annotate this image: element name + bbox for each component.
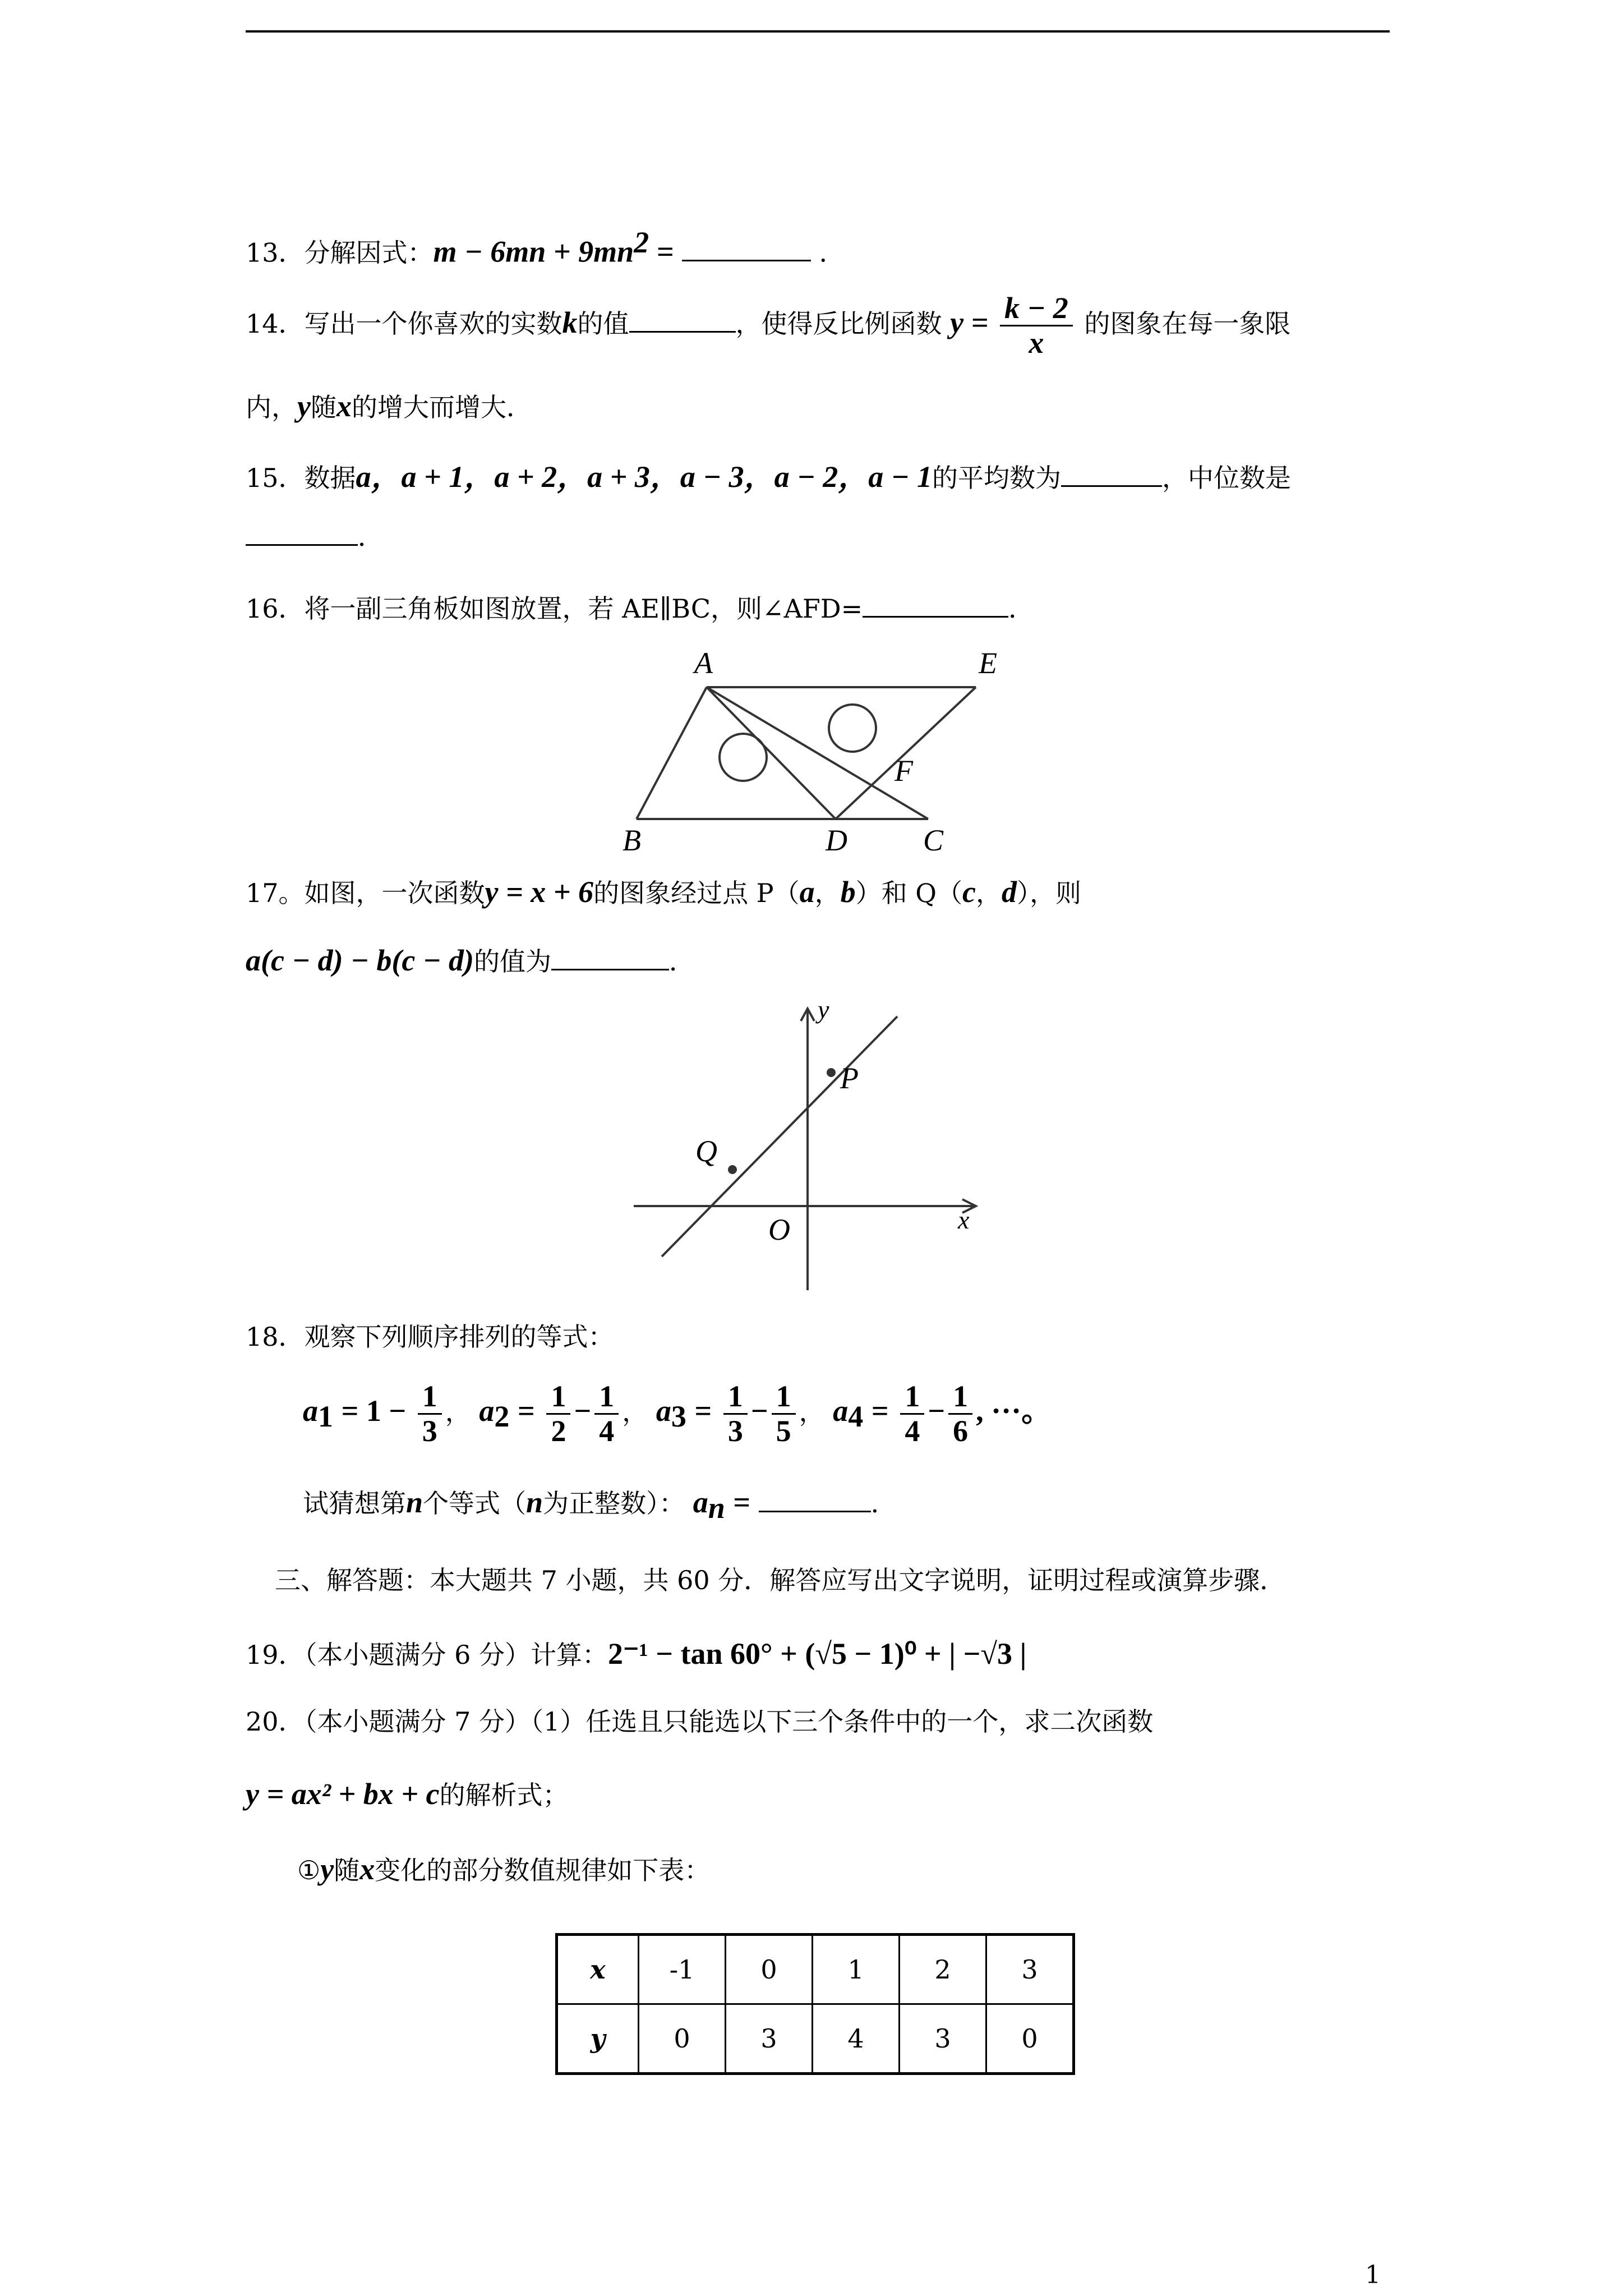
q17-line2b: 的值为	[474, 946, 552, 977]
q13-expression: m − 6mn + 9mn	[433, 234, 634, 269]
q14-answer-blank[interactable]	[629, 309, 736, 333]
header-rule	[246, 30, 1390, 33]
term4-sub: 4	[848, 1400, 864, 1434]
q17-b: b	[840, 875, 856, 909]
table-cell: 1	[813, 1935, 900, 2004]
term1-frac	[418, 1380, 442, 1448]
q20-function: y = ax² + bx + c	[246, 1777, 440, 1811]
q13-answer-blank[interactable]	[682, 237, 811, 261]
term4-frac1-den: 4	[905, 1414, 920, 1448]
term2-frac1	[546, 1380, 570, 1448]
term4-frac2	[948, 1380, 972, 1448]
question-20	[246, 1706, 1153, 1737]
q20-cond1-y: y	[320, 1852, 334, 1886]
term2-frac2-num: 1	[594, 1380, 619, 1415]
q20-cond1-b: 随	[334, 1855, 360, 1885]
table-cell: 0	[726, 1935, 813, 2004]
term3-eq: =	[694, 1393, 712, 1428]
q18-guess-a: 试猜想第	[303, 1488, 406, 1519]
label-C: C	[923, 823, 944, 857]
circle-left	[720, 734, 767, 781]
term2-frac2-den: 4	[599, 1414, 615, 1448]
q13-exponent: 2	[634, 226, 649, 259]
section-3-text: 三、解答题：本大题共 7 小题，共 60 分．解答应写出文字说明，证明过程或演算步骤．	[275, 1565, 1286, 1595]
q17-a: a	[799, 875, 815, 909]
q18-answer-blank[interactable]	[759, 1488, 871, 1512]
q17-answer-blank[interactable]	[551, 946, 669, 970]
q16-answer-blank[interactable]	[863, 593, 1008, 618]
q14-fraction-den: x	[1029, 326, 1044, 360]
q13-end: ．	[819, 237, 845, 268]
value-table	[555, 1933, 1075, 2075]
table-cell: 3	[726, 2004, 813, 2074]
term4-frac2-den: 6	[953, 1414, 969, 1448]
table-header-x: x	[557, 1935, 639, 2004]
section-3-heading	[275, 1565, 1285, 1596]
term4-frac1	[900, 1380, 924, 1448]
q13-label: 13．分解因式：	[246, 237, 434, 268]
label-A: A	[694, 646, 713, 680]
q18-n2: n	[526, 1485, 543, 1519]
q20-line2b: 的解析式；	[439, 1780, 569, 1810]
q15-mid: 的平均数为	[932, 463, 1062, 493]
term4-frac2-num: 1	[948, 1380, 972, 1415]
label-D: D	[826, 823, 847, 857]
circle-right	[829, 705, 876, 752]
term3-lhs: a	[656, 1393, 671, 1428]
table-cell: 3	[986, 1935, 1074, 2004]
label-x: x	[958, 1205, 970, 1234]
q18-an-sub: n	[708, 1491, 725, 1525]
q14-fraction	[1000, 292, 1073, 360]
q17-end: ．	[669, 946, 695, 977]
question-15-line2	[246, 522, 384, 553]
point-p	[827, 1068, 836, 1077]
q14-comma: ，使得反比例函数	[735, 308, 942, 339]
question-18	[246, 1322, 614, 1352]
q14-mid: 的值	[577, 308, 629, 339]
q18-guess-c: 为正整数）：	[543, 1488, 685, 1519]
q15-end: ．	[358, 522, 384, 552]
label-B: B	[623, 823, 641, 857]
term1-frac-num: 1	[418, 1380, 442, 1415]
question-17	[246, 874, 1081, 910]
q20-cond1-marker: ①	[297, 1855, 321, 1885]
term2-minus: −	[574, 1393, 592, 1428]
term2-sub: 2	[494, 1400, 510, 1434]
point-q	[728, 1165, 737, 1174]
q17-expression: a(c − d) − b(c − d)	[246, 944, 474, 977]
question-16	[246, 593, 1034, 624]
question-15	[246, 459, 1291, 495]
term3-frac1	[723, 1380, 748, 1448]
line-ab	[637, 687, 707, 819]
term3-sub: 3	[671, 1400, 686, 1434]
q19-expression: 2⁻¹ − tan 60° + (√5 − 1)⁰ + | −√3 |	[608, 1637, 1027, 1671]
q17-line1a: 17。如图，一次函数	[246, 878, 485, 908]
q13-equals: =	[649, 234, 674, 269]
table-header-y: y	[557, 2004, 639, 2074]
q14-line2c: 的增大而增大．	[351, 392, 532, 422]
q19-label: 19．（本小题满分 6 分）计算：	[246, 1640, 608, 1670]
q18-an-eq: =	[733, 1485, 751, 1519]
term4-sep: , ···。	[976, 1393, 1052, 1428]
label-Q: Q	[695, 1134, 717, 1168]
q14-fraction-num: k − 2	[1000, 292, 1073, 326]
q17-d: d	[1001, 875, 1017, 909]
q17-sep2: ，	[975, 878, 1002, 908]
q17-line1d: ），则	[1016, 878, 1081, 908]
q17-c: c	[962, 875, 976, 909]
line-ed	[836, 687, 976, 819]
q15-median-blank[interactable]	[246, 522, 358, 546]
q17-line1c: ）和 Q（	[855, 878, 962, 908]
term2-eq: =	[518, 1393, 535, 1428]
page-number: 1	[1365, 2261, 1381, 2289]
term3-frac2-num: 1	[772, 1380, 796, 1415]
table-cell: 3	[900, 2004, 986, 2074]
figure-17-graph	[628, 999, 998, 1301]
q17-sep1: ，	[814, 878, 841, 908]
q14-y-equals: y =	[950, 305, 989, 339]
q14-line2b: 随	[310, 392, 336, 422]
q14-y: y	[297, 389, 311, 423]
q14-tail: 的图象在每一象限	[1084, 308, 1291, 339]
q16-text: 16．将一副三角板如图放置，若 AE∥BC，则∠AFD=	[246, 593, 863, 624]
label-F: F	[895, 754, 913, 788]
term4-minus: −	[928, 1393, 946, 1428]
term3-frac2-den: 5	[776, 1414, 791, 1448]
term2-frac1-den: 2	[551, 1414, 566, 1448]
term2-frac2	[594, 1380, 619, 1448]
question-17-line2	[246, 942, 695, 979]
term4-eq: =	[871, 1393, 889, 1428]
q20-cond1-c: 变化的部分数值规律如下表：	[375, 1855, 711, 1885]
term3-frac2	[772, 1380, 796, 1448]
q17-function: y = x + 6	[485, 875, 594, 909]
question-19	[246, 1636, 1026, 1672]
term1-frac-den: 3	[422, 1414, 437, 1448]
q15-label: 15．数据	[246, 463, 356, 493]
term2-sep: ，	[622, 1396, 648, 1427]
term1-sub: 1	[318, 1400, 333, 1434]
q18-sequence	[303, 1380, 1052, 1448]
q14-line2a: 内，	[246, 392, 297, 422]
label-P: P	[840, 1061, 859, 1095]
term4-frac1-num: 1	[900, 1380, 924, 1415]
label-E: E	[979, 646, 997, 680]
table-cell: -1	[639, 1935, 726, 2004]
q18-label: 18．观察下列顺序排列的等式：	[246, 1322, 614, 1352]
label-O: O	[768, 1213, 790, 1246]
term4-lhs: a	[833, 1393, 849, 1428]
term2-frac1-num: 1	[546, 1380, 570, 1415]
term3-frac1-num: 1	[723, 1380, 748, 1415]
q18-end: ．	[870, 1488, 897, 1519]
q14-k: k	[562, 305, 578, 339]
q16-end: ．	[1008, 593, 1035, 624]
table-row-x	[557, 1935, 1074, 2004]
question-14-line2	[246, 388, 532, 425]
table-cell: 4	[813, 2004, 900, 2074]
q18-an: a	[693, 1485, 708, 1519]
q15-tail: ，中位数是	[1162, 463, 1292, 493]
q20-line1: 20．（本小题满分 7 分）（1）任选且只能选以下三个条件中的一个，求二次函数	[246, 1706, 1154, 1737]
term1-lhs: a	[303, 1393, 318, 1428]
q18-guess	[303, 1484, 897, 1526]
term1-eq: = 1 −	[341, 1393, 407, 1428]
q20-cond1-x: x	[359, 1852, 375, 1886]
q17-line1b: 的图象经过点 P（	[593, 878, 800, 908]
table-cell: 0	[986, 2004, 1074, 2074]
figure-16-triangles	[606, 645, 1032, 858]
q15-mean-blank[interactable]	[1061, 463, 1162, 487]
term3-sep: ，	[799, 1396, 825, 1427]
question-20-line2	[246, 1776, 568, 1812]
table-cell: 0	[639, 2004, 726, 2074]
q15-data: a，a + 1，a + 2，a + 3，a − 3，a − 2，a − 1	[356, 460, 933, 494]
term1-sep: ，	[445, 1396, 471, 1427]
q14-label: 14．写出一个你喜欢的实数	[246, 308, 562, 339]
q18-guess-b: 个等式（	[423, 1488, 527, 1519]
q20-condition-1	[297, 1851, 710, 1888]
question-14	[246, 292, 1290, 360]
term3-frac1-den: 3	[727, 1414, 743, 1448]
question-13	[246, 224, 845, 270]
q18-n1: n	[406, 1485, 423, 1519]
table-row-y	[557, 2004, 1074, 2074]
table-cell: 2	[900, 1935, 986, 2004]
q14-x: x	[336, 389, 352, 423]
term2-lhs: a	[479, 1393, 495, 1428]
term3-minus: −	[750, 1393, 768, 1428]
label-y: y	[818, 999, 829, 1024]
